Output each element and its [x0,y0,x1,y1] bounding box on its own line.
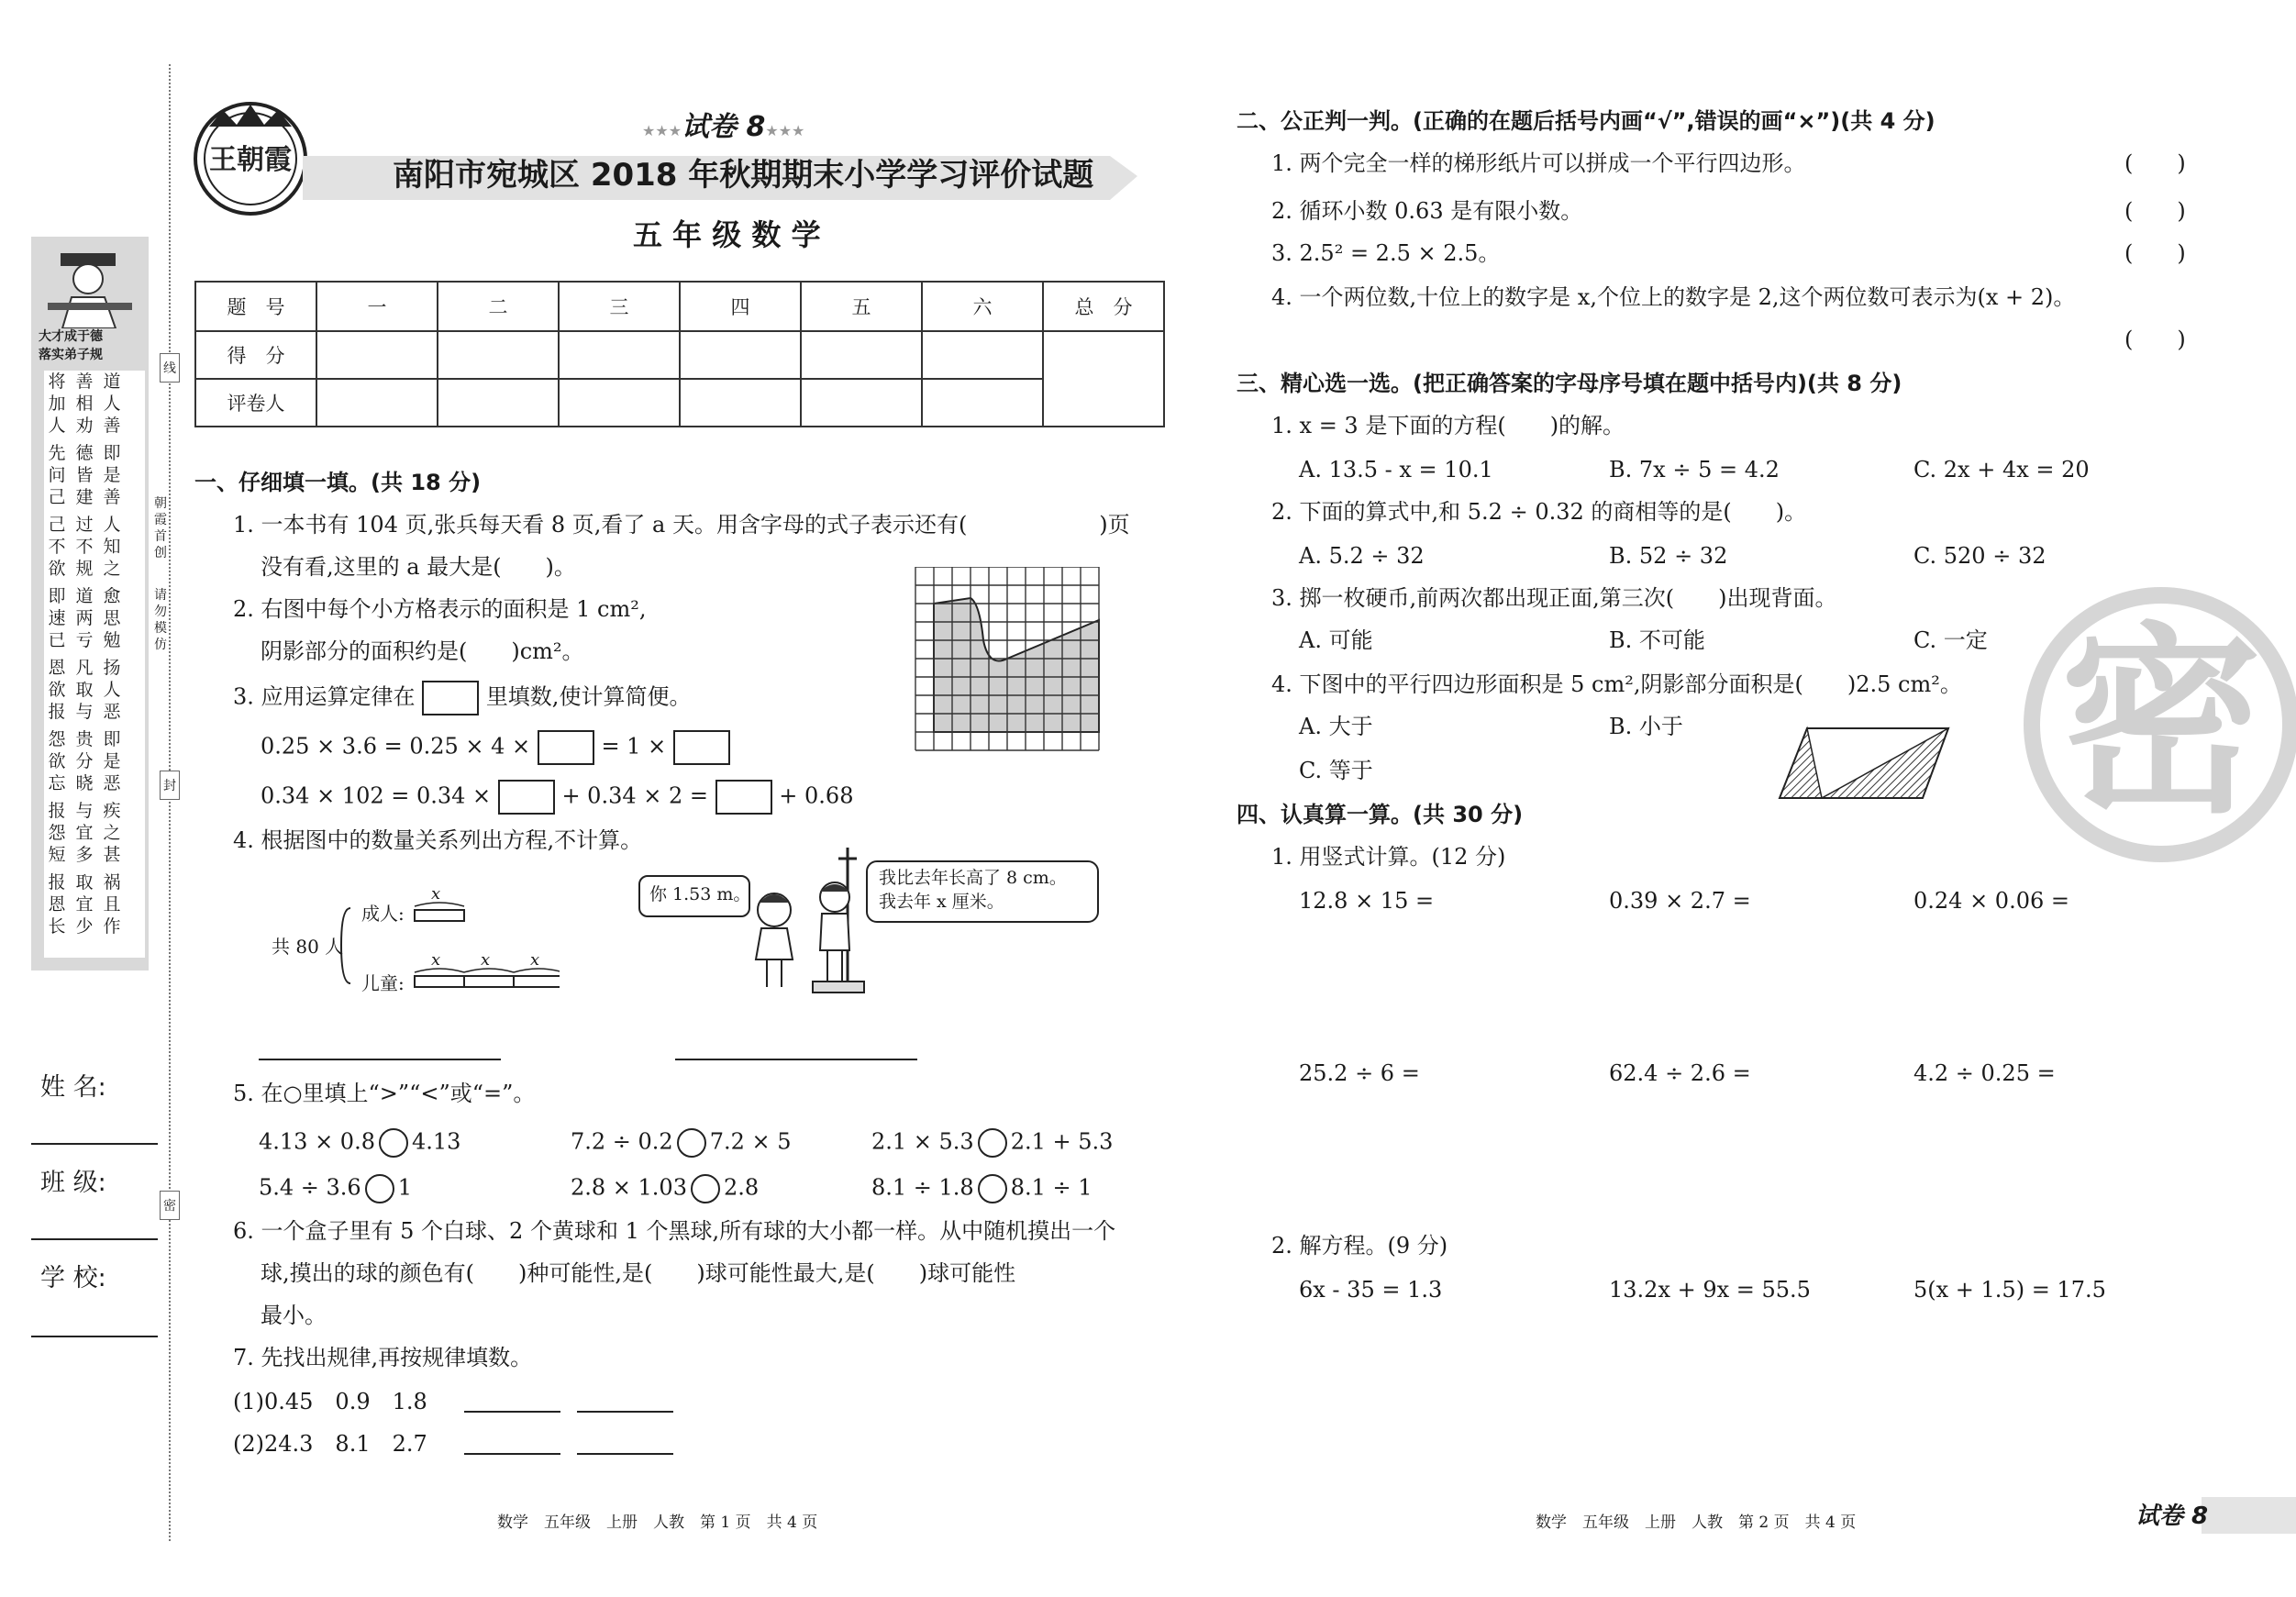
q4-adult-label: 成人: [361,903,405,925]
q2-line2: 阴影部分的面积约是( )cm²。 [261,638,584,664]
q4-x-label: x [431,950,441,970]
exam-title: 南阳市宛城区 2018 年秋期期末小学学习评价试题 [393,157,1094,194]
choice-question: 3. 掷一枚硬币,前两次都出现正面,第三次( )出现背面。 [1271,585,1837,611]
motto-line: 祸且作 [103,872,121,937]
q3-expr: + 0.34 × 2 = [561,782,708,809]
table-header: 二 [438,282,559,331]
option[interactable]: C. 等于 [1299,758,1373,783]
motto-line: 道人善 [103,372,121,436]
calc-item: 0.24 × 0.06 = [1913,888,2069,914]
option[interactable]: A. 5.2 ÷ 32 [1299,543,1425,569]
score-cell[interactable] [438,331,559,379]
children-illustration [739,844,877,1000]
calc-item: 25.2 ÷ 6 = [1299,1060,1420,1086]
option[interactable]: B. 小于 [1609,714,1683,739]
grader-cell[interactable] [559,379,680,427]
judge-item: 4. 一个两位数,十位上的数字是 x,个位上的数字是 2,这个两位数可表示为(x + 2)。 [1271,284,2076,310]
grader-cell[interactable] [680,379,801,427]
table-header: 总 分 [1043,282,1164,331]
motto-line: 与宜多 [75,801,94,865]
grader-cell[interactable] [922,379,1043,427]
q4-x-label: x [481,950,491,970]
grader-cell[interactable] [316,379,438,427]
section4-heading: 四、认真算一算。(共 30 分) [1237,802,1524,827]
q3-text: 3. 应用运算定律在 [233,683,416,710]
watermark: 密 [2024,587,2296,862]
motto-line: 报怨短 [48,801,66,865]
q4-x-label: x [530,950,540,970]
bubble-text: 你 1.53 m。 [649,884,751,904]
class-label: 班 级: [40,1169,106,1197]
total-score-cell[interactable] [1043,331,1164,427]
motto-line: 过不规 [75,515,94,579]
bar-diagram [339,899,560,1000]
q4-answer-line-2[interactable] [675,1059,917,1060]
calc-item: 62.4 ÷ 2.6 = [1609,1060,1751,1086]
q5-item: 7.2 ÷ 0.2 7.2 × 5 [571,1128,792,1158]
footer-left: 数学 五年级 上册 人教 第 1 页 共 4 页 [497,1514,818,1532]
footer-tag: 试卷 8 [2135,1503,2209,1530]
row-label-grader: 评卷人 [195,379,316,427]
binding-dotted-line [169,64,171,1541]
name-field[interactable] [31,1143,158,1145]
q7-seq1: (1)0.45 0.9 1.8 [233,1391,673,1413]
seal-mark-line: 线 [160,353,180,383]
speech-bubble-boy [866,860,1099,923]
compare-circle[interactable] [691,1174,720,1203]
option[interactable]: C. 2x + 4x = 20 [1913,457,2090,482]
motto-line: 愈思勉 [103,586,121,650]
star-icon: ★★★ [765,122,805,139]
motto-line: 贵分晓 [75,729,94,793]
motto-line: 将加人 [48,372,66,436]
q6-line3: 最小。 [261,1303,327,1328]
q7-seq2: (2)24.3 8.1 2.7 [233,1433,673,1455]
section1-heading: 一、仔细填一填。(共 18 分) [194,470,482,495]
compare-circle[interactable] [677,1128,706,1158]
motto-line: 凡取与 [75,658,94,722]
answer-paren[interactable]: ( ) [2124,150,2186,176]
class-field[interactable] [31,1238,158,1240]
compare-circle[interactable] [978,1128,1007,1158]
grader-cell[interactable] [801,379,922,427]
q3-expr: = 1 × [601,733,667,760]
motto-line: 恩欲报 [48,658,66,722]
motto-title-2: 落实弟子规 [39,348,103,362]
q4-total-label: 共 80 人 [272,936,344,958]
answer-blank[interactable] [577,1451,673,1455]
option[interactable]: B. 7x ÷ 5 = 4.2 [1609,457,1780,482]
answer-blank[interactable] [464,1409,560,1413]
q6-line1: 6. 一个盒子里有 5 个白球、2 个黄球和 1 个黑球,所有球的大小都一样。从中随机摸出一个 [233,1218,1116,1244]
option[interactable]: B. 不可能 [1609,627,1705,653]
motto-line: 善相劝 [75,372,94,436]
judge-item: 1. 两个完全一样的梯形纸片可以拼成一个平行四边形。 [1271,150,1806,176]
q3-expr: + 0.68 [779,782,854,809]
answer-box[interactable] [715,780,772,815]
choice-question: 1. x = 3 是下面的方程( )的解。 [1271,413,1625,438]
motto-line: 道两亏 [75,586,94,650]
star-icon: ★★★ [642,122,682,139]
name-label: 姓 名: [40,1073,106,1102]
q5-item: 8.1 ÷ 1.8 8.1 ÷ 1 [871,1174,1093,1203]
equation-item: 13.2x + 9x = 55.5 [1609,1277,1811,1303]
score-cell[interactable] [559,331,680,379]
motto-line: 扬人恶 [103,658,121,722]
table-header: 六 [922,282,1043,331]
judge-item: 2. 循环小数 0.63 是有限小数。 [1271,198,1583,224]
scholar-figure [44,246,136,328]
answer-box[interactable] [673,730,730,765]
equation-item: 5(x + 1.5) = 17.5 [1913,1277,2106,1303]
logo-emblem [191,99,310,218]
exam-number: ★★★试卷 8★★★ [642,111,805,143]
logo-text: 王朝霞 [209,144,292,176]
table-header: 一 [316,282,438,331]
q4-text: 4. 根据图中的数量关系列出方程,不计算。 [233,827,643,853]
motto-line: 即速已 [48,586,66,650]
answer-box[interactable] [422,681,479,715]
q4-answer-line-1[interactable] [259,1059,501,1060]
note-no-copy: 请勿模仿 [154,588,167,652]
compare-circle[interactable] [365,1174,394,1203]
option[interactable]: A. 13.5 - x = 10.1 [1299,457,1493,482]
q3-line1 [233,681,691,715]
answer-paren[interactable]: ( ) [2124,198,2186,224]
school-label: 学 校: [40,1264,106,1292]
q3-line2 [261,730,730,765]
motto-line: 即是恶 [103,729,121,793]
q3-expr: 0.34 × 102 = 0.34 × [261,782,492,809]
q5-item: 2.8 × 1.03 2.8 [571,1174,759,1203]
table-header: 题 号 [195,282,316,331]
q4-child-label: 儿童: [361,972,405,994]
seal-mark-seal: 封 [160,771,180,800]
choice-question: 2. 下面的算式中,和 5.2 ÷ 0.32 的商相等的是( )。 [1271,499,1807,525]
table-header: 四 [680,282,801,331]
motto-line: 己不欲 [48,515,66,579]
option[interactable]: A. 大于 [1299,714,1373,739]
calc-item: 4.2 ÷ 0.25 = [1913,1060,2056,1086]
parallelogram-figure [1770,725,1954,802]
q7-text: 7. 先找出规律,再按规律填数。 [233,1345,533,1370]
score-cell[interactable] [801,331,922,379]
grader-cell[interactable] [438,379,559,427]
row-label-score: 得 分 [195,331,316,379]
subject-title: 五 年 级 数 学 [633,217,821,252]
judge-item: 3. 2.5² = 2.5 × 2.5。 [1271,240,1501,266]
q5-text: 5. 在○里填上“>”“<”或“=”。 [233,1081,536,1106]
answer-blank[interactable] [577,1409,673,1413]
option[interactable]: C. 一定 [1913,627,1988,653]
option[interactable]: A. 可能 [1299,627,1373,653]
q5-item: 2.1 × 5.3 2.1 + 5.3 [871,1128,1113,1158]
school-field[interactable] [31,1336,158,1337]
q3-expr: 0.25 × 3.6 = 0.25 × 4 × [261,733,531,760]
speech-bubble-girl [638,875,750,917]
q3-text-2: 里填数,使计算简便。 [485,683,692,710]
score-cell[interactable] [316,331,438,379]
compare-circle[interactable] [379,1128,408,1158]
q2-line1: 2. 右图中每个小方格表示的面积是 1 cm², [233,596,647,622]
bubble-text: 我去年 x 厘米。 [879,892,1004,912]
score-cell[interactable] [680,331,801,379]
note-original: 朝霞首创 [154,496,167,560]
score-cell[interactable] [922,331,1043,379]
motto-line: 疾之甚 [103,801,121,865]
q1-line1: 1. 一本书有 104 页,张兵每天看 8 页,看了 a 天。用含字母的式子表示还有( )页 [233,512,1130,538]
footer-tag-bar [2202,1497,2296,1534]
answer-paren[interactable]: ( ) [2124,327,2186,352]
seal-mark-secret: 密 [160,1191,180,1220]
motto-line: 即是善 [103,443,121,507]
q5-item: 5.4 ÷ 3.6 1 [259,1174,412,1203]
motto-line: 报恩长 [48,872,66,937]
q6-line2: 球,摸出的球的颜色有( )种可能性,是( )球可能性最大,是( )球可能性 [261,1260,1016,1286]
equation-subheading: 2. 解方程。(9 分) [1271,1233,1448,1259]
table-header: 五 [801,282,922,331]
section3-heading: 三、精心选一选。(把正确答案的字母序号填在题中括号内)(共 8 分) [1237,371,1902,396]
bubble-text: 我比去年长高了 8 cm。 [879,868,1067,888]
answer-blank[interactable] [464,1451,560,1455]
grid-figure [906,567,1126,760]
option[interactable]: C. 520 ÷ 32 [1913,543,2046,569]
q4-x-label: x [431,884,441,904]
table-header: 三 [559,282,680,331]
score-table [194,281,1165,427]
calc-item: 12.8 × 15 = [1299,888,1435,914]
equation-item: 6x - 35 = 1.3 [1299,1277,1443,1303]
motto-line: 先问己 [48,443,66,507]
q5-item: 4.13 × 0.8 4.13 [259,1128,460,1158]
choice-question: 4. 下图中的平行四边形面积是 5 cm²,阴影部分面积是( )2.5 cm²。 [1271,671,1962,697]
motto-line: 人知之 [103,515,121,579]
answer-box[interactable] [538,730,594,765]
q3-line3 [261,780,853,815]
motto-line: 取宜少 [75,872,94,937]
section2-heading: 二、公正判一判。(正确的在题后括号内画“√”,错误的画“×”)(共 4 分) [1237,108,1936,134]
calc-item: 0.39 × 2.7 = [1609,888,1751,914]
motto-line: 德皆建 [75,443,94,507]
answer-paren[interactable]: ( ) [2124,240,2186,266]
option[interactable]: B. 52 ÷ 32 [1609,543,1728,569]
calc-subheading: 1. 用竖式计算。(12 分) [1271,844,1506,870]
motto-title-1: 大才成于德 [39,329,103,344]
answer-box[interactable] [498,780,555,815]
q1-line2: 没有看,这里的 a 最大是( )。 [261,554,576,580]
compare-circle[interactable] [978,1174,1007,1203]
motto-line: 怨欲忘 [48,729,66,793]
footer-right: 数学 五年级 上册 人教 第 2 页 共 4 页 [1536,1514,1857,1532]
